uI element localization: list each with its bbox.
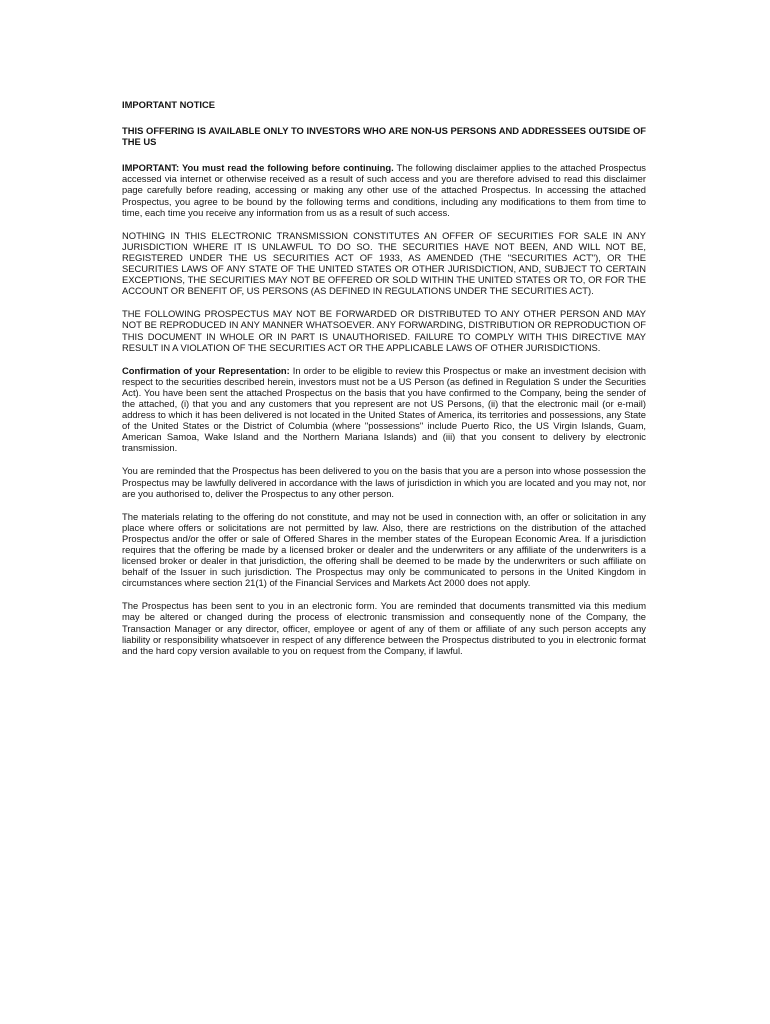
notice-title: IMPORTANT NOTICE bbox=[122, 99, 216, 110]
forwarding-paragraph: THE FOLLOWING PROSPECTUS MAY NOT BE FORWARDED OR DISTRIBUTED TO ANY OTHER PERSON AND MAY NOT BE REPRODUCED IN ANY MANNER WHATSOEVER. ANY FORWARDING, DISTRIBUTION OR REPRODUCTION OF THIS DOCUMENT IN WHOLE OR IN PART IS UNAUTHORISED. FAILURE TO COMPLY WITH THIS DIRECTIVE MAY RESULT IN A VIOLATION OF THE SECURITIES ACT OR THE APPLICABLE LAWS OF OTHER JURISDICTIONS. bbox=[122, 308, 646, 353]
document-body bbox=[122, 99, 646, 668]
securities-paragraph: NOTHING IN THIS ELECTRONIC TRANSMISSION CONSTITUTES AN OFFER OF SECURITIES FOR SALE IN ANY JURISDICTION WHERE IT IS UNLAWFUL TO DO SO. THE SECURITIES HAVE NOT BEEN, AND WILL NOT BE, REGISTERED UNDER THE US SECURITIES ACT OF 1933, AS AMENDED (THE "SECURITIES ACT"), OR THE SECURITIES LAWS OF ANY STATE OF THE UNITED STATES OR OTHER JURISDICTION, AND, SUBJECT TO CERTAIN EXCEPTIONS, THE SECURITIES MAY NOT BE OFFERED OR SOLD WITHIN THE UNITED STATES OR TO, OR FOR THE ACCOUNT OR BENEFIT OF, US PERSONS (AS DEFINED IN REGULATIONS UNDER THE SECURITIES ACT). bbox=[122, 229, 646, 297]
electronic-form-paragraph: The Prospectus has been sent to you in an electronic form. You are reminded that documents transmitted via this medium may be altered or changed during the process of electronic transmission and consequently none of the Company, the Transaction Manager or any director, officer, employee or agent of any of them or affiliate of any such person accepts any liability or responsibility whatsoever in respect of any difference between the Prospectus distributed to you in electronic format and the hard copy version available to you on request from the Company, if lawful. bbox=[122, 600, 646, 656]
important-lead: IMPORTANT: You must read the following before continuing. bbox=[122, 162, 394, 174]
materials-paragraph: The materials relating to the offering do not constitute, and may not be used in connection with, an offer or solicitation in any place where offers or solicitations are not permitted by law. Also, there are restrictions on the distribution of the attached Prospectus and/or the offer or sale of Offered Shares in the member states of the European Economic Area. If a jurisdiction requires that the offering be made by a licensed broker or dealer and the underwriters or any affiliate of the underwriters is a licensed broker or dealer in that jurisdiction, the offering shall be deemed to be made by the underwriters or such affiliate on behalf of the Issuer in such jurisdiction. The Prospectus may only be communicated to persons in the United Kingdom in circumstances where section 21(1) of the Financial Services and Markets Act 2000 does not apply. bbox=[122, 510, 646, 589]
important-body: The following disclaimer applies to the attached Prospectus accessed via internet or otherwise received as a result of such access and you are therefore advised to read this disclaimer page carefully before reading, accessing or making any other use of the attached Prospectus. In accessing the attached Prospectus, you agree to be bound by the following terms and conditions, including any modifications to them from time to time, each time you receive any information from us as a result of such access. bbox=[122, 162, 646, 218]
confirmation-lead: Confirmation of your Representation: bbox=[122, 364, 290, 376]
confirmation-body: In order to be eligible to review this Prospectus or make an investment decision with respect to the securities described herein, investors must not be a US Person (as defined in Regulation S under the Securities Act). You have been sent the attached Prospectus on the basis that you have confirmed to the Company, being the sender of the attached, (i) that you and any customers that you represent are not US Persons, (ii) that the electronic mail (or e-mail) address to which it has been delivered is not located in the United States of America, its territories and possessions, any State of the United States or the District of Columbia (where "possessions" include Puerto Rico, the US Virgin Islands, Guam, American Samoa, Wake Island and the Northern Mariana Islands) and (iii) that you consent to delivery by electronic transmission. bbox=[122, 364, 646, 454]
reminded-paragraph: You are reminded that the Prospectus has been delivered to you on the basis that you are a person into whose possession the Prospectus may be lawfully delivered in accordance with the laws of jurisdiction in which you are located and you may not, nor are you authorised to, deliver the Prospectus to any other person. bbox=[122, 465, 646, 499]
confirmation-paragraph bbox=[122, 365, 646, 454]
important-paragraph bbox=[122, 162, 646, 217]
offering-heading: THIS OFFERING IS AVAILABLE ONLY TO INVESTORS WHO ARE NON-US PERSONS AND ADDRESSEES OUTSIDE OF THE US bbox=[122, 125, 646, 148]
